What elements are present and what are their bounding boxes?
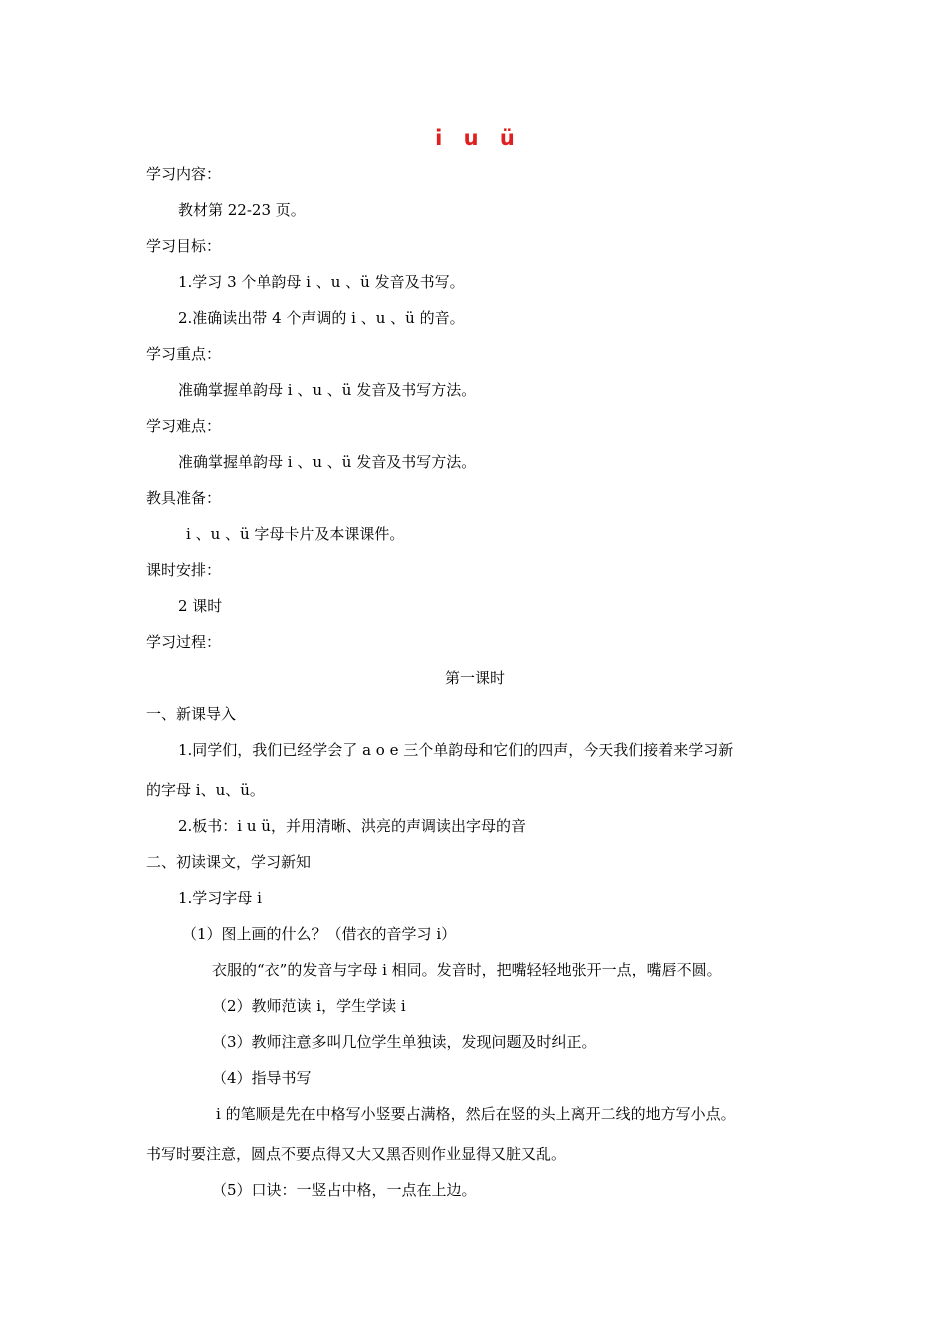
text-step-5: （5）口诀：一竖占中格，一点在上边。	[212, 1181, 477, 1199]
text-step-1: （1）图上画的什么？（借衣的音学习 i）	[182, 925, 457, 943]
text-difficulties: 准确掌握单韵母 i 、u 、ü 发音及书写方法。	[178, 453, 477, 471]
text-intro-2: 2.板书：i u ü，并用清晰、洪亮的声调读出字母的音	[178, 817, 526, 835]
text-step-2: （2）教师范读 i，学生学读 i	[212, 997, 406, 1015]
text-key-points: 准确掌握单韵母 i 、u 、ü 发音及书写方法。	[178, 381, 477, 399]
heading-learning-content: 学习内容：	[146, 165, 222, 183]
text-goal-2: 2.准确读出带 4 个声调的 i 、u 、ü 的音。	[178, 309, 465, 327]
heading-key-points: 学习重点：	[146, 345, 222, 363]
heading-schedule: 课时安排：	[146, 561, 222, 579]
heading-first-lesson: 第一课时	[444, 669, 505, 687]
text-step-3: （3）教师注意多叫几位学生单独读，发现问题及时纠正。	[212, 1033, 597, 1051]
heading-difficulties: 学习难点：	[146, 417, 222, 435]
section-first-reading: 二、初读课文，学习新知	[146, 853, 312, 871]
text-step-4: （4）指导书写	[212, 1069, 312, 1087]
text-stroke-order: i 的笔顺是先在中格写小竖要占满格，然后在竖的头上离开二线的地方写小点。	[216, 1105, 736, 1123]
heading-materials: 教具准备：	[146, 489, 222, 507]
text-intro-1: 1.同学们，我们已经学会了 a o e 三个单韵母和它们的四声，今天我们接着来学习新	[178, 741, 734, 759]
heading-learning-goals: 学习目标：	[146, 237, 222, 255]
section-introduction: 一、新课导入	[146, 705, 237, 723]
text-goal-1: 1.学习 3 个单韵母 i 、u 、ü 发音及书写。	[178, 273, 465, 291]
text-pronunciation: 衣服的“衣”的发音与字母 i 相同。发音时，把嘴轻轻地张开一点，嘴唇不圆。	[212, 961, 722, 979]
text-intro-1-cont: 的字母 i、u、ü。	[146, 781, 265, 799]
lesson-title: i u ü	[435, 126, 515, 150]
text-schedule: 2 课时	[178, 597, 223, 615]
text-materials: i 、u 、ü 字母卡片及本课课件。	[186, 525, 405, 543]
text-stroke-order-cont: 书写时要注意，圆点不要点得又大又黑否则作业显得又脏又乱。	[146, 1145, 567, 1163]
text-learn-letter-i: 1.学习字母 i	[178, 889, 262, 907]
heading-process: 学习过程：	[146, 633, 222, 651]
text-textbook-pages: 教材第 22-23 页。	[178, 201, 306, 219]
